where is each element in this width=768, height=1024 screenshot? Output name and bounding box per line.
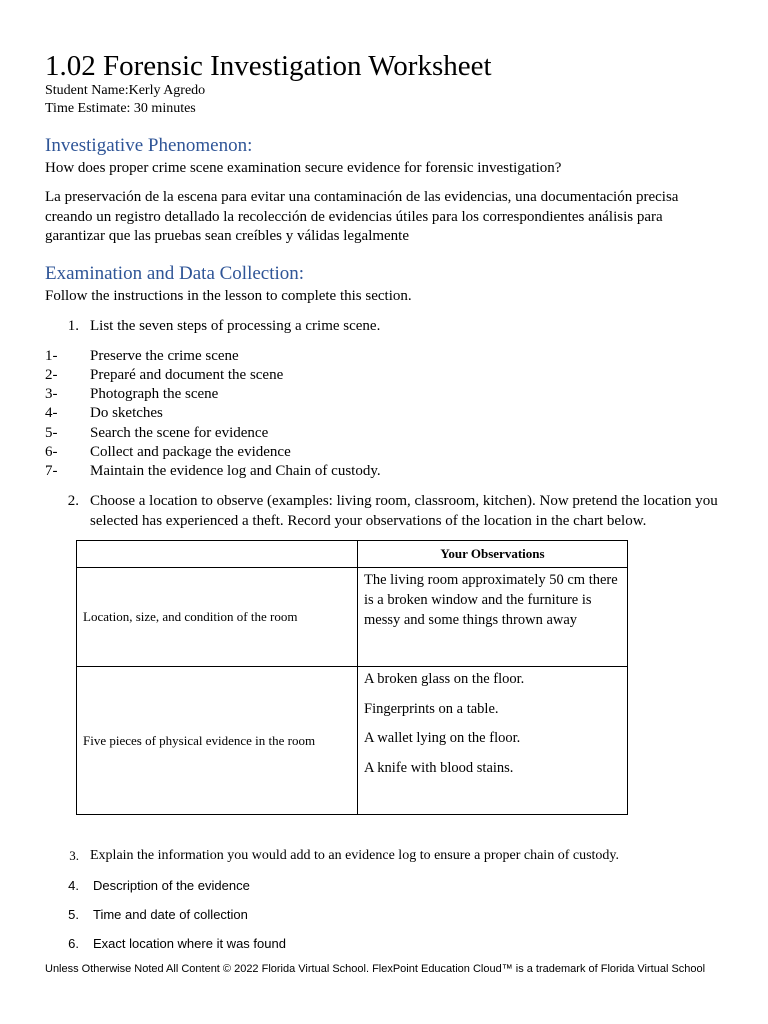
log-item [45, 876, 735, 896]
log-number: 5. [68, 907, 79, 922]
row-observation: The living room approximately 50 cm there is a broken window and the furniture is messy and some things thrown away [358, 568, 628, 667]
step-number: 6- [45, 444, 58, 460]
table-row [77, 667, 628, 815]
step-number: 1- [45, 348, 58, 364]
step-item [45, 366, 735, 386]
log-item [45, 905, 735, 925]
question-number: 2. [67, 493, 79, 509]
question-1 [45, 317, 735, 337]
table-row [77, 568, 628, 667]
log-number: 6. [68, 936, 79, 951]
row-label: Five pieces of physical evidence in the room [77, 667, 358, 815]
student-name: Student Name:Kerly Agredo [45, 83, 206, 98]
question-text: List the seven steps of processing a crime scene. [90, 318, 381, 334]
table-header-observations: Your Observations [358, 541, 628, 568]
copyright-footer: Unless Otherwise Noted All Content © 2022 Florida Virtual School. FlexPoint Education Cloud™ is a trademark of Florida Virtual School [45, 963, 706, 975]
question-number: 3. [69, 848, 79, 863]
step-text: Do sketches [90, 405, 163, 421]
examination-heading: Examination and Data Collection: [45, 263, 305, 284]
time-estimate: Time Estimate: 30 minutes [45, 101, 196, 116]
phenomenon-answer: La preservación de la escena para evitar una contaminación de las evidencias, una documentación precisa creando un registro detallado la recolección de evidencias útiles para los correspondientes análisis para garantizar que las pruebas sean creíbles y válidas legalmente [45, 189, 679, 244]
question-text: Explain the information you would add to an evidence log to ensure a proper chain of custody. [90, 848, 619, 863]
row-label: Location, size, and condition of the room [77, 568, 358, 667]
step-text: Preparé and document the scene [90, 367, 284, 383]
evidence-item: A knife with blood stains. [364, 759, 514, 776]
question-number: 1. [67, 318, 79, 334]
evidence-item: A wallet lying on the floor. [364, 730, 521, 746]
log-number: 4. [68, 878, 79, 893]
phenomenon-question: How does proper crime scene examination secure evidence for forensic investigation? [45, 160, 562, 176]
page-title: 1.02 Forensic Investigation Worksheet [45, 50, 492, 82]
phenomenon-heading: Investigative Phenomenon: [45, 135, 253, 156]
log-text: Exact location where it was found [93, 936, 286, 951]
step-item [45, 443, 735, 463]
step-text: Collect and package the evidence [90, 444, 291, 460]
table-header-row [77, 541, 628, 568]
step-number: 4- [45, 405, 58, 421]
step-text: Maintain the evidence log and Chain of custody. [90, 463, 381, 479]
examination-instructions: Follow the instructions in the lesson to complete this section. [45, 288, 412, 304]
log-text: Description of the evidence [93, 878, 250, 893]
step-item [45, 424, 735, 444]
step-item [45, 404, 735, 424]
table-header-empty [77, 541, 358, 568]
evidence-item: A broken glass on the floor. [364, 671, 525, 687]
log-text: Time and date of collection [93, 907, 248, 922]
step-text: Photograph the scene [90, 386, 219, 402]
question-2 [45, 492, 735, 531]
step-text: Search the scene for evidence [90, 425, 269, 441]
log-item [45, 934, 735, 954]
observations-table [76, 540, 628, 815]
question-3 [45, 846, 735, 866]
row-observation [358, 667, 628, 815]
step-text: Preserve the crime scene [90, 348, 239, 364]
step-item [45, 462, 735, 482]
step-number: 3- [45, 386, 58, 402]
question-text: Choose a location to observe (examples: living room, classroom, kitchen). Now pretend the location you selected has experienced a theft. Record your observations of the location in the chart below. [90, 493, 718, 529]
step-number: 2- [45, 367, 58, 383]
step-item [45, 347, 735, 367]
step-number: 5- [45, 425, 58, 441]
step-item [45, 385, 735, 405]
step-number: 7- [45, 463, 58, 479]
evidence-item: Fingerprints on a table. [364, 700, 499, 717]
